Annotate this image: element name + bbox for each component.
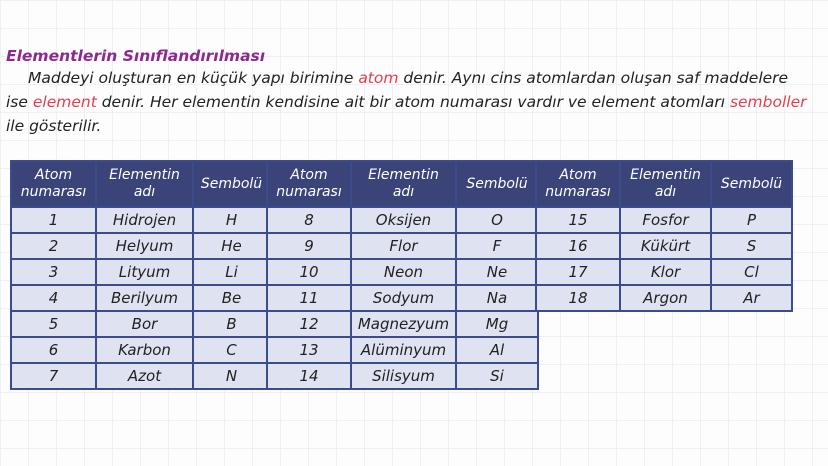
symbol: F	[456, 233, 538, 259]
element-name: Hidrojen	[96, 207, 193, 233]
table-row	[267, 259, 538, 285]
atom-number: 17	[536, 259, 620, 285]
element-name: Alüminyum	[351, 337, 456, 363]
atom-number: 11	[267, 285, 351, 311]
atom-number: 5	[11, 311, 96, 337]
element-name: Lityum	[96, 259, 193, 285]
atom-number: 8	[267, 207, 351, 233]
table-row	[11, 363, 270, 389]
header-atom-number: Atom numarası	[536, 161, 620, 207]
symbol: C	[193, 337, 270, 363]
symbol: Ar	[711, 285, 792, 311]
element-table-3	[535, 160, 793, 312]
atom-number: 13	[267, 337, 351, 363]
element-table-1	[10, 160, 271, 390]
symbol: Si	[456, 363, 538, 389]
table-row	[267, 233, 538, 259]
symbol: Be	[193, 285, 270, 311]
table-row	[536, 285, 792, 311]
element-name: Fosfor	[620, 207, 711, 233]
table-row	[11, 207, 270, 233]
symbol: Al	[456, 337, 538, 363]
element-name: Sodyum	[351, 285, 456, 311]
atom-number: 9	[267, 233, 351, 259]
header-atom-number: Atom numarası	[11, 161, 96, 207]
table-row	[11, 311, 270, 337]
header-row	[267, 161, 538, 207]
header-atom-number: Atom numarası	[267, 161, 351, 207]
text: ise	[6, 93, 33, 111]
element-name: Argon	[620, 285, 711, 311]
element-name: Kükürt	[620, 233, 711, 259]
header-row	[11, 161, 270, 207]
table-row	[267, 311, 538, 337]
element-name: Karbon	[96, 337, 193, 363]
intro-paragraph	[6, 66, 806, 138]
atom-number: 3	[11, 259, 96, 285]
symbol: Li	[193, 259, 270, 285]
element-name: Neon	[351, 259, 456, 285]
table-row	[11, 233, 270, 259]
symbol: He	[193, 233, 270, 259]
text: denir. Her elementin kendisine ait bir atom numarası vardır ve element atomları	[96, 93, 730, 111]
header-row	[536, 161, 792, 207]
element-name: Azot	[96, 363, 193, 389]
symbol: Na	[456, 285, 538, 311]
atom-number: 10	[267, 259, 351, 285]
element-name: Oksijen	[351, 207, 456, 233]
text: Maddeyi oluşturan en küçük yapı birimine	[28, 69, 359, 87]
header-symbol: Sembolü	[456, 161, 538, 207]
term-semboller: semboller	[729, 93, 807, 111]
element-name: Silisyum	[351, 363, 456, 389]
text: denir. Aynı cins atomlardan oluşan saf maddelere	[398, 69, 789, 87]
symbol: H	[193, 207, 270, 233]
element-name: Berilyum	[96, 285, 193, 311]
element-name: Helyum	[96, 233, 193, 259]
text: ile gösterilir.	[6, 117, 102, 135]
table-row	[11, 259, 270, 285]
atom-number: 15	[536, 207, 620, 233]
symbol: Cl	[711, 259, 792, 285]
symbol: Ne	[456, 259, 538, 285]
atom-number: 2	[11, 233, 96, 259]
term-atom: atom	[358, 69, 399, 87]
header-element-name: Elementin adı	[620, 161, 711, 207]
atom-number: 14	[267, 363, 351, 389]
element-name: Klor	[620, 259, 711, 285]
symbol: P	[711, 207, 792, 233]
atom-number: 6	[11, 337, 96, 363]
symbol: O	[456, 207, 538, 233]
term-element: element	[32, 93, 97, 111]
header-element-name: Elementin adı	[96, 161, 193, 207]
table-row	[536, 233, 792, 259]
table-row	[11, 337, 270, 363]
atom-number: 4	[11, 285, 96, 311]
table-row	[11, 285, 270, 311]
atom-number: 12	[267, 311, 351, 337]
table-row	[267, 337, 538, 363]
section-title: Elementlerin Sınıflandırılması	[6, 47, 266, 65]
element-name: Magnezyum	[351, 311, 456, 337]
atom-number: 16	[536, 233, 620, 259]
table-row	[267, 363, 538, 389]
header-symbol: Sembolü	[193, 161, 270, 207]
atom-number: 18	[536, 285, 620, 311]
atom-number: 7	[11, 363, 96, 389]
table-row	[536, 259, 792, 285]
table-row	[536, 207, 792, 233]
table-row	[267, 207, 538, 233]
element-name: Flor	[351, 233, 456, 259]
element-name: Bor	[96, 311, 193, 337]
table-row	[267, 285, 538, 311]
atom-number: 1	[11, 207, 96, 233]
element-table-2	[266, 160, 539, 390]
header-element-name: Elementin adı	[351, 161, 456, 207]
symbol: N	[193, 363, 270, 389]
symbol: B	[193, 311, 270, 337]
header-symbol: Sembolü	[711, 161, 792, 207]
symbol: Mg	[456, 311, 538, 337]
symbol: S	[711, 233, 792, 259]
